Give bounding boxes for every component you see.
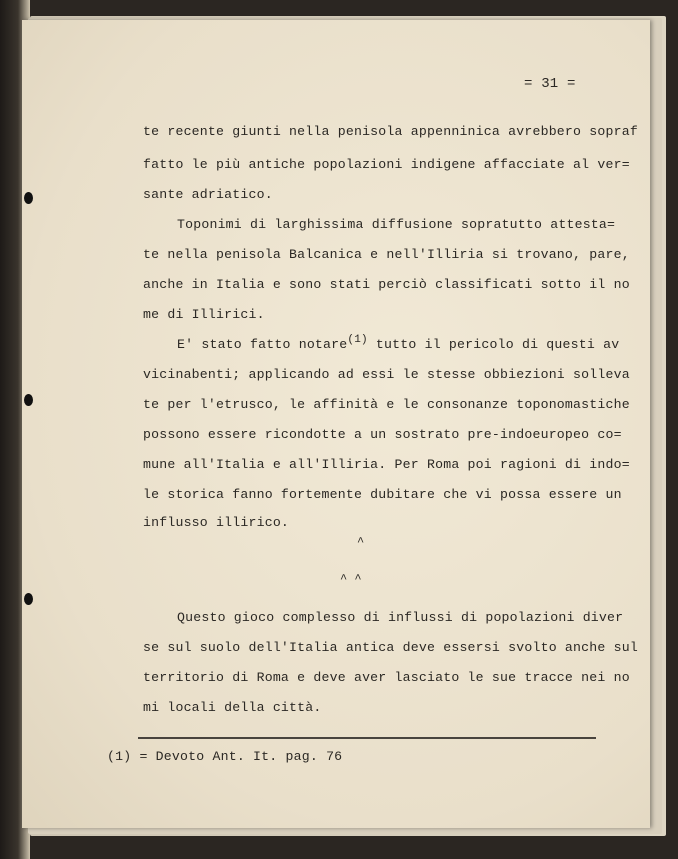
text-line: mune all'Italia e all'Illiria. Per Roma poi ragioni di indo= bbox=[143, 457, 630, 472]
text-line: sante adriatico. bbox=[143, 187, 273, 202]
text-line: fatto le più antiche popolazioni indigene affacciate al ver= bbox=[143, 157, 630, 172]
text-line: te recente giunti nella penisola appenninica avrebbero sopraf bbox=[143, 124, 638, 139]
binding-ring-icon bbox=[24, 593, 33, 605]
text-line: territorio di Roma e deve aver lasciato le sue tracce nei no bbox=[143, 670, 630, 685]
text-line: te nella penisola Balcanica e nell'Illiria si trovano, pare, bbox=[143, 247, 630, 262]
text-line: mi locali della città. bbox=[143, 700, 322, 715]
document-page bbox=[22, 20, 650, 828]
page-number: = 31 = bbox=[524, 76, 576, 92]
binding-ring-icon bbox=[24, 394, 33, 406]
separator-mark: ^ bbox=[357, 535, 365, 549]
footnote-rule bbox=[138, 737, 596, 739]
text-line-with-footnote bbox=[177, 334, 620, 352]
text-line: vicinabenti; applicando ad essi le stesse obbiezioni solleva bbox=[143, 367, 630, 382]
text-line: le storica fanno fortemente dubitare che vi possa essere un bbox=[143, 487, 622, 502]
separator-mark: ^ ^ bbox=[340, 572, 362, 586]
text-line: influsso illirico. bbox=[143, 515, 290, 530]
text-line: te per l'etrusco, le affinità e le consonanze toponomastiche bbox=[143, 397, 630, 412]
text-line: Toponimi di larghissima diffusione sopratutto attesta= bbox=[177, 217, 616, 232]
text-line: se sul suolo dell'Italia antica deve essersi svolto anche sul bbox=[143, 640, 638, 655]
text-line: me di Illirici. bbox=[143, 307, 265, 322]
text-line: Questo gioco complesso di influssi di popolazioni diver bbox=[177, 610, 624, 625]
text-segment: tutto il pericolo di questi av bbox=[367, 337, 620, 352]
text-line: anche in Italia e sono stati perciò classificati sotto il no bbox=[143, 277, 630, 292]
footnote-reference: (1) bbox=[347, 334, 368, 346]
binding-ring-icon bbox=[24, 192, 33, 204]
text-line: possono essere ricondotte a un sostrato pre-indoeuropeo co= bbox=[143, 427, 622, 442]
text-segment: E' stato fatto notare bbox=[177, 337, 348, 352]
footnote-text: (1) = Devoto Ant. It. pag. 76 bbox=[107, 749, 343, 764]
